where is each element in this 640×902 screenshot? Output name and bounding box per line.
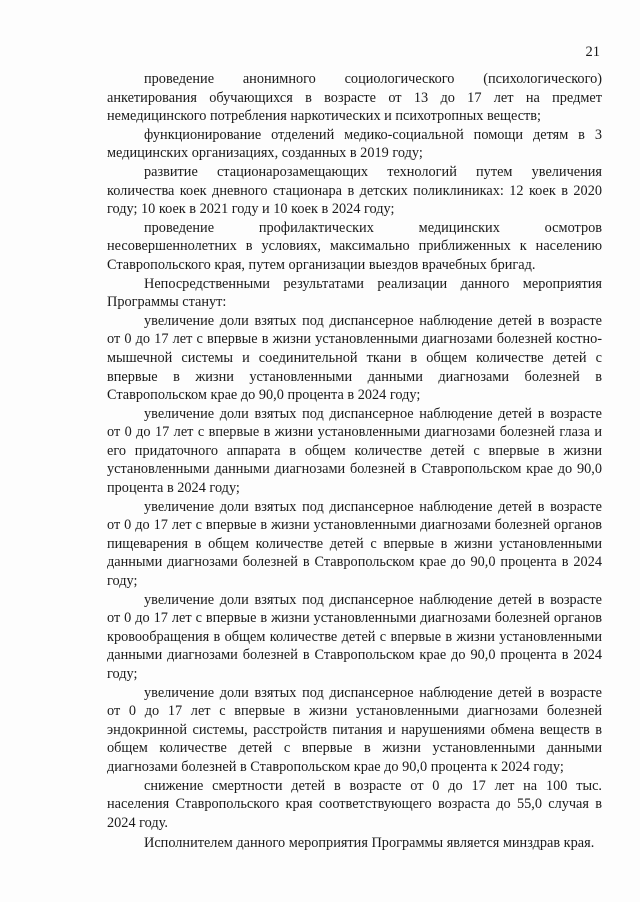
paragraph-executor: Исполнителем данного мероприятия Программы является минздрав края. (144, 835, 595, 852)
paragraph-result-endocrine: увеличение доли взятых под диспансерное наблюдение детей в возрасте от 0 до 17 лет с впервые в жизни установленными диагнозами болезней эндокринной системы, расстройств питания и нарушениями обмена веществ в общем количестве детей с впервые в жизни установленными данными диагнозами болезней в Ставропольском крае до 90,0 процента к 2024 году; (107, 684, 602, 775)
paragraph-preventive-examinations: проведение профилактических медицинских осмотров несовершеннолетних в условиях, максимально приближенных к населению Ставропольского края, путем организации выездов врачебных бригад. (107, 219, 602, 273)
paragraph-result-digestive: увеличение доли взятых под диспансерное наблюдение детей в возрасте от 0 до 17 лет с впервые в жизни установленными диагнозами болезней органов пищеварения в общем количестве детей с впервые в жизни установленными данными диагнозами болезней в Ставропольском крае до 90,0 процента в 2024 году; (107, 498, 602, 590)
paragraph-anonymous-survey: проведение анонимного социологического (психологического) анкетирования обучающихся в возрасте от 13 до 17 лет на предмет немедицинского потребления наркотических и психотропных веществ; (107, 71, 602, 125)
page-number: 21 (585, 44, 600, 60)
paragraph-result-eye: увеличение доли взятых под диспансерное наблюдение детей в возрасте от 0 до 17 лет с впервые в жизни установленными диагнозами болезней глаза и его придаточного аппарата в общем количестве детей с впервые в жизни установленными данными диагнозами болезней в Ставропольском крае до 90,0 процента в 2024 году; (107, 405, 602, 497)
paragraph-result-mortality: снижение смертности детей в возрасте от 0 до 17 лет на 100 тыс. населения Ставропольского края соответствующего возраста до 55,0 случая в 2024 году. (107, 777, 602, 831)
paragraph-direct-results-intro: Непосредственными результатами реализации данного мероприятия Программы станут: (107, 275, 602, 311)
paragraph-day-hospital-beds: развитие стационарозамещающих технологий путем увеличения количества коек дневного стационара в детских поликлиниках: 12 коек в 2020 году; 10 коек в 2021 году и 10 коек в 2024 году; (107, 163, 602, 218)
paragraph-result-musculoskeletal: увеличение доли взятых под диспансерное наблюдение детей в возрасте от 0 до 17 лет с впервые в жизни установленными диагнозами болезней костно-мышечной системы и соединительной ткани в общем количестве детей с впервые в жизни установленными данными диагнозами болезней в Ставропольском крае до 90,0 процента в 2024 году; (107, 312, 602, 404)
paragraph-result-circulatory: увеличение доли взятых под диспансерное наблюдение детей в возрасте от 0 до 17 лет с впервые в жизни установленными диагнозами болезней органов кровообращения в общем количестве детей с впервые в жизни установленными данными диагнозами болезней в Ставропольском крае до 90,0 процента в 2024 году; (107, 591, 602, 682)
paragraph-medical-social-departments: функционирование отделений медико-социальной помощи детям в 3 медицинских организациях, созданных в 2019 году; (107, 126, 602, 162)
document-body (107, 70, 602, 853)
